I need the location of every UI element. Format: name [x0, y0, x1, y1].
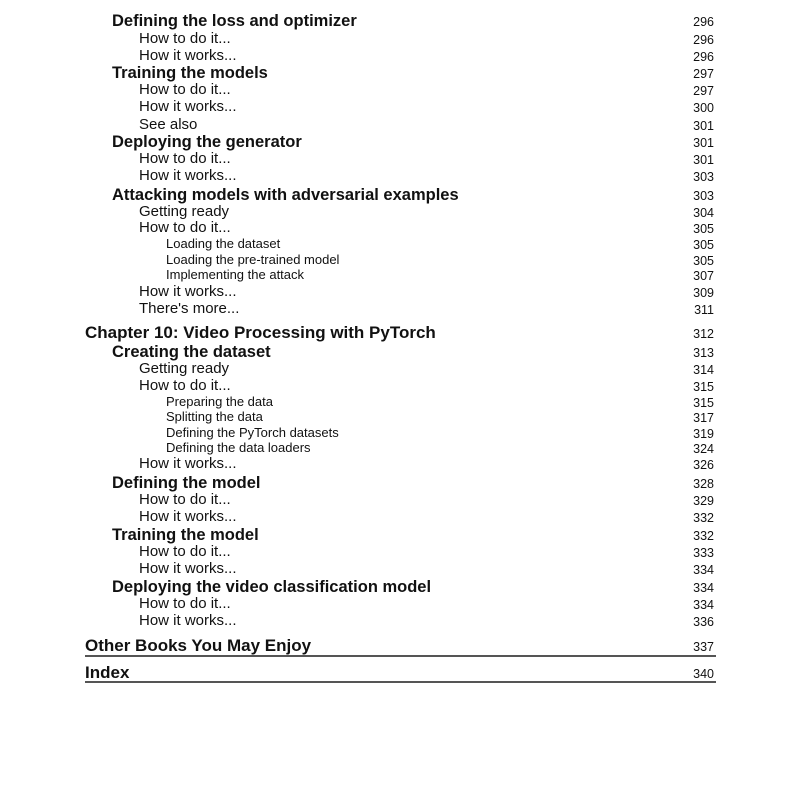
toc-entry-page: 305	[693, 238, 714, 252]
toc-entry-page: 303	[693, 189, 714, 203]
toc-entry-label: How to do it...	[139, 81, 231, 98]
toc-entry-label: See also	[139, 116, 198, 133]
toc-entry-label: How to do it...	[139, 150, 231, 167]
toc-entry-page: 305	[693, 254, 714, 268]
toc-entry-label: Defining the loss and optimizer	[112, 12, 357, 30]
toc-entry-label: Defining the model	[112, 474, 261, 492]
toc-entry-page: 337	[693, 640, 714, 654]
toc-entry-page: 307	[693, 269, 714, 283]
toc-entry-label: How it works...	[139, 508, 237, 525]
toc-entry-page: 303	[693, 170, 714, 184]
toc-entry-page: 297	[693, 84, 714, 98]
toc-entry-page: 301	[693, 153, 714, 167]
toc-entry-label: Loading the dataset	[166, 236, 281, 251]
toc-entry-label: How to do it...	[139, 377, 231, 394]
toc-entry-label: How to do it...	[139, 30, 231, 47]
toc-entry-page: 305	[693, 222, 714, 236]
toc-entry-page: 304	[693, 206, 714, 220]
toc-entry-label: Defining the data loaders	[166, 440, 311, 455]
toc-entry-label: How to do it...	[139, 543, 231, 560]
toc-entry-label: Attacking models with adversarial examples	[112, 186, 459, 204]
toc-entry-label: Training the model	[112, 526, 259, 544]
toc-entry-page: 334	[693, 598, 714, 612]
toc-entry-page: 319	[693, 427, 714, 441]
toc-entry-label: Chapter 10: Video Processing with PyTorch	[85, 323, 436, 342]
toc-entry-page: 329	[693, 494, 714, 508]
toc-entry-page: 296	[693, 15, 714, 29]
toc-entry-page: 296	[693, 50, 714, 64]
toc-entry-page: 301	[693, 136, 714, 150]
toc-entry-page: 311	[694, 303, 714, 317]
toc-entry-label: Splitting the data	[166, 409, 263, 424]
toc-entry-page: 313	[693, 346, 714, 360]
toc-entry-page: 340	[693, 667, 714, 681]
toc-entry-page: 315	[693, 380, 714, 394]
toc-entry-label: Implementing the attack	[166, 267, 305, 282]
toc-entry-label: How it works...	[139, 167, 237, 184]
toc-entry-page: 336	[693, 615, 714, 629]
divider-line	[85, 655, 716, 657]
toc-entry-label: Training the models	[112, 64, 268, 82]
toc-entry-label: Deploying the video classification model	[112, 578, 432, 596]
toc-entry-label: Other Books You May Enjoy	[85, 636, 312, 655]
toc-entry-page: 334	[693, 581, 714, 595]
toc-entry-page: 328	[693, 477, 714, 491]
toc-entry-label: How it works...	[139, 47, 237, 64]
toc-entry-label: Getting ready	[139, 203, 230, 220]
toc-entry-label: There's more...	[139, 300, 240, 317]
toc-entry-label: Deploying the generator	[112, 133, 302, 151]
toc-entry-page: 301	[693, 119, 714, 133]
toc-entry-page: 317	[693, 411, 714, 425]
toc-entry-label: How it works...	[139, 612, 237, 629]
toc-entry-label: How it works...	[139, 98, 237, 115]
toc-entry-page: 314	[693, 363, 714, 377]
toc-entry-page: 326	[693, 458, 714, 472]
toc-entry-page: 300	[693, 101, 714, 115]
divider-line	[85, 681, 716, 683]
toc-entry-label: Getting ready	[139, 360, 230, 377]
toc-entry-page: 312	[693, 327, 714, 341]
toc-entry-page: 333	[693, 546, 714, 560]
toc-entry-label: Creating the dataset	[112, 343, 271, 361]
toc-entry-label: How it works...	[139, 455, 237, 472]
toc-entry-label: How it works...	[139, 283, 237, 300]
toc-entry-label: How to do it...	[139, 219, 231, 236]
toc-entry-label: Preparing the data	[166, 394, 273, 409]
toc-entry-label: Loading the pre-trained model	[166, 252, 340, 267]
toc-entry-page: 315	[693, 396, 714, 410]
toc-entry-label: How to do it...	[139, 491, 231, 508]
toc-entry-label: How it works...	[139, 560, 237, 577]
toc-entry-page: 332	[693, 511, 714, 525]
toc-entry-page: 297	[693, 67, 714, 81]
toc-entry-page: 296	[693, 33, 714, 47]
toc-entry-page: 324	[693, 442, 714, 456]
toc-entry-label: How to do it...	[139, 595, 231, 612]
toc-entry-page: 309	[693, 286, 714, 300]
toc-entry-label: Defining the PyTorch datasets	[166, 425, 339, 440]
toc-entry-label: Index	[85, 663, 130, 682]
toc-entry-page: 332	[693, 529, 714, 543]
toc-entry-page: 334	[693, 563, 714, 577]
